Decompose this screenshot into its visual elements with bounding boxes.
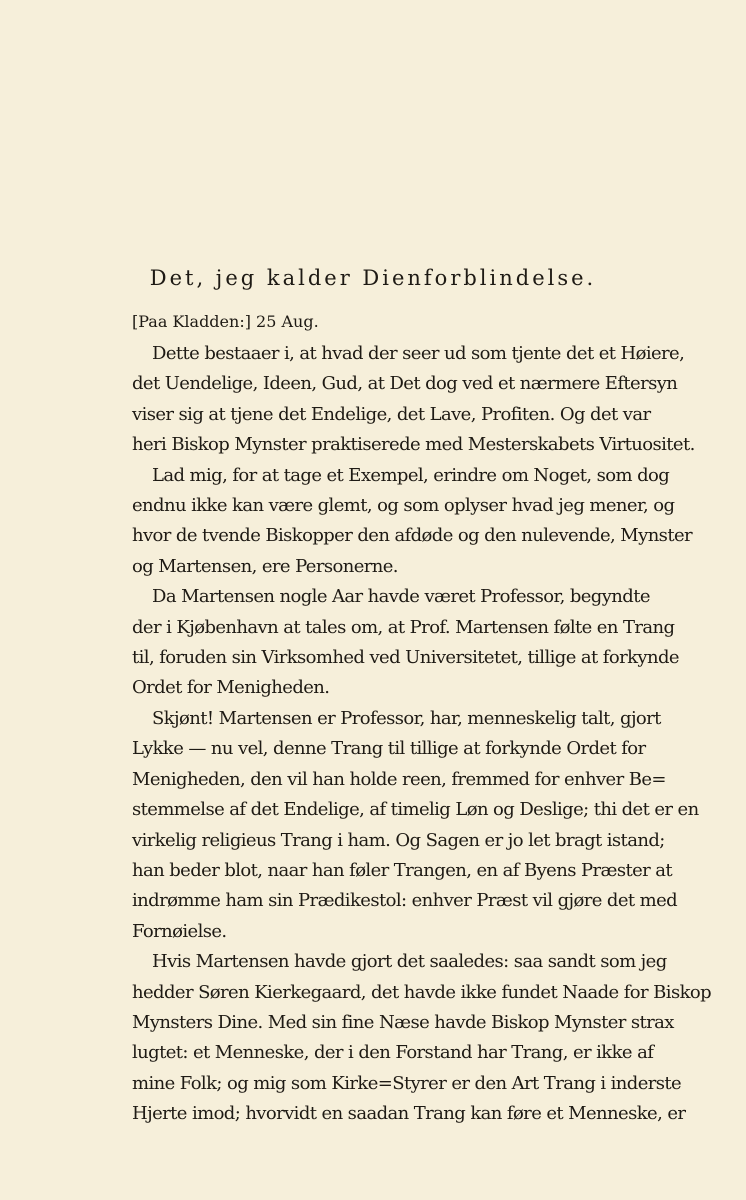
text-line: der i Kjøbenhavn at tales om, at Prof. Martensen følte en Trang — [132, 616, 675, 638]
text-line: lugtet: et Menneske, der i den Forstand har Trang, er ikke af — [132, 1042, 654, 1064]
paragraph-4 — [132, 704, 699, 947]
text-line: stemmelse af det Endelige, af timelig Løn og Deslige; thi det er en — [132, 799, 699, 821]
paragraph-3 — [132, 582, 679, 704]
text-line: hvor de tvende Biskopper den afdøde og den nulevende, Mynster — [132, 525, 693, 547]
text-line: mine Folk; og mig som Kirke=Styrer er den Art Trang i inderste — [132, 1072, 682, 1094]
text-line: endnu ikke kan være glemt, og som oplyser hvad jeg mener, og — [132, 495, 675, 517]
text-line: Lykke — nu vel, denne Trang til tillige at forkynde Ordet for — [132, 738, 646, 760]
paragraph-1 — [132, 339, 695, 461]
text-line: Menigheden, den vil han holde reen, fremmed for enhver Be= — [132, 768, 666, 790]
text-line: indrømme ham sin Prædikestol: enhver Præst vil gjøre det med — [132, 890, 678, 912]
body-text — [132, 339, 712, 1130]
draft-date-note: [Paa Kladden:] 25 Aug. — [132, 312, 319, 331]
text-line: hedder Søren Kierkegaard, det havde ikke fundet Naade for Biskop — [132, 981, 712, 1003]
text-line: og Martensen, ere Personerne. — [132, 555, 398, 577]
text-line: han beder blot, naar han føler Trangen, en af Byens Præster at — [132, 859, 673, 881]
text-line: Mynsters Dine. Med sin fine Næse havde Biskop Mynster strax — [132, 1011, 674, 1033]
text-line: Fornøielse. — [132, 920, 227, 942]
section-heading: Det, jeg kalder Dienforblindelse. — [149, 266, 597, 290]
text-line: viser sig at tjene det Endelige, det Lave, Profiten. Og det var — [132, 403, 651, 425]
text-line: heri Biskop Mynster praktiserede med Mesterskabets Virtuositet. — [132, 434, 695, 456]
paragraph-5 — [132, 947, 712, 1129]
text-line: Skjønt! Martensen er Professor, har, menneskelig talt, gjort — [152, 707, 661, 729]
text-line: til, foruden sin Virksomhed ved Universitetet, tillige at forkynde — [132, 647, 679, 669]
text-line: det Uendelige, Ideen, Gud, at Det dog ved et nærmere Eftersyn — [132, 373, 678, 395]
text-line: virkelig religieus Trang i ham. Og Sagen er jo let bragt istand; — [132, 829, 665, 851]
text-line: Ordet for Menigheden. — [132, 677, 330, 699]
text-line: Hjerte imod; hvorvidt en saadan Trang kan føre et Menneske, er — [132, 1103, 686, 1125]
text-line: Dette bestaaer i, at hvad der seer ud som tjente det et Høiere, — [152, 343, 685, 364]
text-line: Lad mig, for at tage et Exempel, erindre om Noget, som dog — [152, 464, 670, 486]
paragraph-2 — [132, 461, 693, 583]
text-line: Da Martensen nogle Aar havde været Professor, begyndte — [152, 586, 650, 608]
text-line: Hvis Martensen havde gjort det saaledes: saa sandt som jeg — [152, 951, 667, 973]
